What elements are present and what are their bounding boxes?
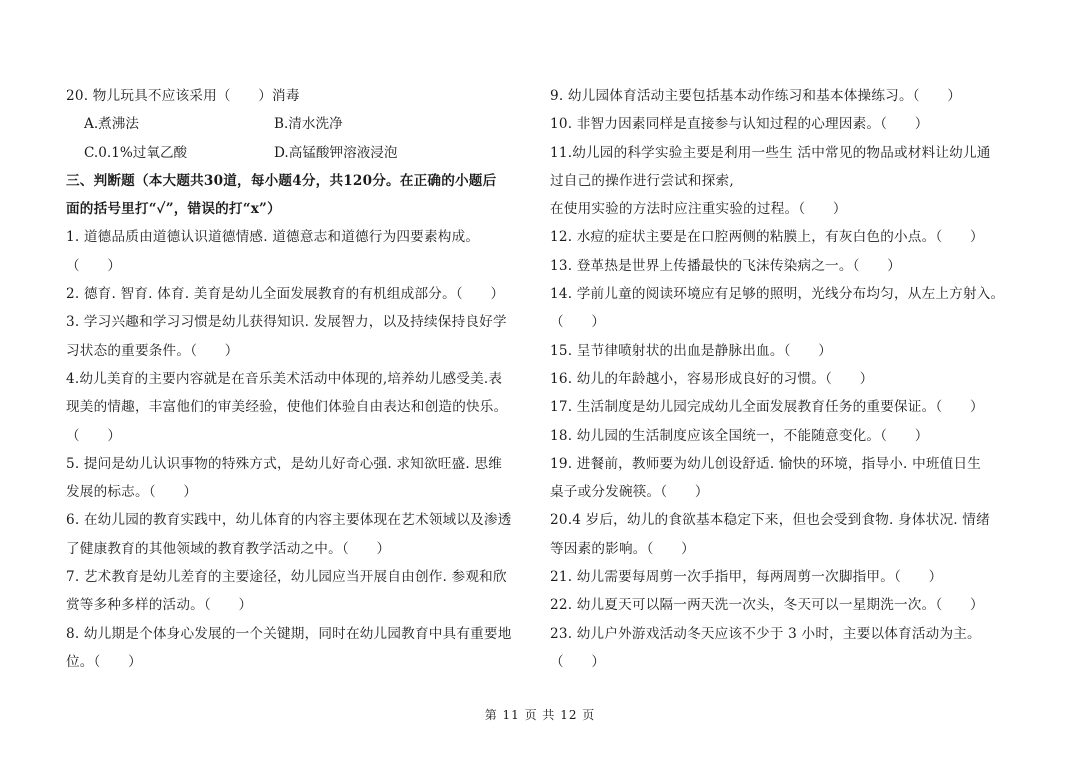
question-line: 现美的情趣，丰富他们的审美经验，使他们体验自由表达和创造的快乐。 bbox=[66, 399, 508, 416]
question-line: 在使用实验的方法时应注重实验的过程。（ ） bbox=[550, 201, 847, 218]
question-line: 18. 幼儿园的生活制度应该全国统一，不能随意变化。（ ） bbox=[550, 427, 929, 444]
question-line: 桌子或分发碗筷。（ ） bbox=[550, 484, 709, 501]
question-line: 位。（ ） bbox=[66, 653, 142, 670]
question-line: 21. 幼儿需要每周剪一次手指甲，每两周剪一次脚指甲。（ ） bbox=[550, 569, 943, 586]
question-20-stem: 20. 物儿玩具不应该采用（ ）消毒 bbox=[66, 88, 300, 104]
option-b: B.清水洗净 bbox=[274, 116, 343, 133]
option-a: A.煮沸法 bbox=[84, 116, 139, 133]
section-title-line-1: 三、判断题（本大题共30道，每小题4分，共120分。在正确的小题后 bbox=[66, 172, 497, 189]
question-line: 过自己的操作进行尝试和探索, bbox=[550, 172, 734, 189]
question-line: （ ） bbox=[66, 427, 122, 444]
question-line: 3. 学习兴趣和学习习惯是幼儿获得知识. 发展智力，以及持续保持良好学 bbox=[66, 314, 507, 331]
question-line: 发展的标志。（ ） bbox=[66, 484, 198, 501]
question-line: （ ） bbox=[550, 653, 606, 670]
question-line: 1. 道德品质由道德认识道德情感. 道德意志和道德行为四要素构成。 bbox=[66, 229, 480, 246]
left-column bbox=[66, 82, 536, 676]
right-column bbox=[550, 82, 1020, 676]
option-d: D.高锰酸钾溶液浸泡 bbox=[274, 144, 398, 161]
question-line: 20.4 岁后，幼儿的食欲基本稳定下来，但也会受到食物. 身体状况. 情绪 bbox=[550, 512, 990, 529]
question-line: （ ） bbox=[550, 314, 606, 331]
question-line: 15. 呈节律喷射状的出血是静脉出血。（ ） bbox=[550, 342, 833, 359]
question-line: 6. 在幼儿园的教育实践中，幼儿体育的内容主要体现在艺术领域以及渗透 bbox=[66, 512, 512, 529]
question-line: 12. 水痘的症状主要是在口腔两侧的粘膜上，有灰白色的小点。（ ） bbox=[550, 229, 984, 246]
question-line: 13. 登革热是世界上传播最快的飞沫传染病之一。（ ） bbox=[550, 257, 901, 274]
question-line: （ ） bbox=[66, 257, 122, 274]
question-line: 赏等多种多样的活动。（ ） bbox=[66, 597, 253, 614]
question-line: 8. 幼儿期是个体身心发展的一个关键期，同时在幼儿园教育中具有重要地 bbox=[66, 625, 512, 642]
question-line: 了健康教育的其他领域的教育教学活动之中。（ ） bbox=[66, 540, 391, 557]
question-line: 等因素的影响。（ ） bbox=[550, 540, 695, 557]
question-line: 17. 生活制度是幼儿园完成幼儿全面发展教育任务的重要保证。（ ） bbox=[550, 399, 984, 416]
question-line: 22. 幼儿夏天可以隔一两天洗一次头，冬天可以一星期洗一次。（ ） bbox=[550, 597, 984, 614]
question-line: 11.幼儿园的科学实验主要是利用一些生 活中常见的物品或材料让幼儿通 bbox=[550, 144, 991, 161]
question-line: 10. 非智力因素同样是直接参与认知过程的心理因素。（ ） bbox=[550, 116, 929, 133]
page-footer: 第 11 页 共 12 页 bbox=[484, 708, 596, 722]
question-20-options-row-1 bbox=[66, 110, 536, 138]
question-line: 4.幼儿美育的主要内容就是在音乐美术活动中体现的,培养幼儿感受美.表 bbox=[66, 370, 503, 387]
question-line: 7. 艺术教育是幼儿差育的主要途径，幼儿园应当开展自由创作. 参观和欣 bbox=[66, 569, 507, 586]
question-line: 16. 幼儿的年龄越小，容易形成良好的习惯。（ ） bbox=[550, 370, 874, 387]
question-20-options-row-2 bbox=[66, 139, 536, 167]
option-c: C.0.1%过氧乙酸 bbox=[84, 144, 188, 161]
section-title-line-2: 面的括号里打“✓”，错误的打“x”） bbox=[66, 201, 281, 218]
question-line: 2. 德育. 智育. 体育. 美育是幼儿全面发展教育的有机组成部分。（ ） bbox=[66, 286, 505, 303]
question-line: 19. 进餐前，教师要为幼儿创设舒适. 愉快的环境，指导小. 中班值日生 bbox=[550, 455, 982, 472]
question-line: 23. 幼儿户外游戏活动冬天应该不少于 3 小时，主要以体育活动为主。 bbox=[550, 625, 981, 642]
question-line: 习状态的重要条件。（ ） bbox=[66, 342, 239, 359]
question-line: 9. 幼儿园体育活动主要包括基本动作练习和基本体操练习。（ ） bbox=[550, 88, 962, 104]
question-line: 5. 提问是幼儿认识事物的特殊方式，是幼儿好奇心强. 求知欲旺盛. 思维 bbox=[66, 455, 502, 472]
question-line: 14. 学前儿童的阅读环境应有足够的照明，光线分布均匀，从左上方射入。 bbox=[550, 286, 1005, 303]
